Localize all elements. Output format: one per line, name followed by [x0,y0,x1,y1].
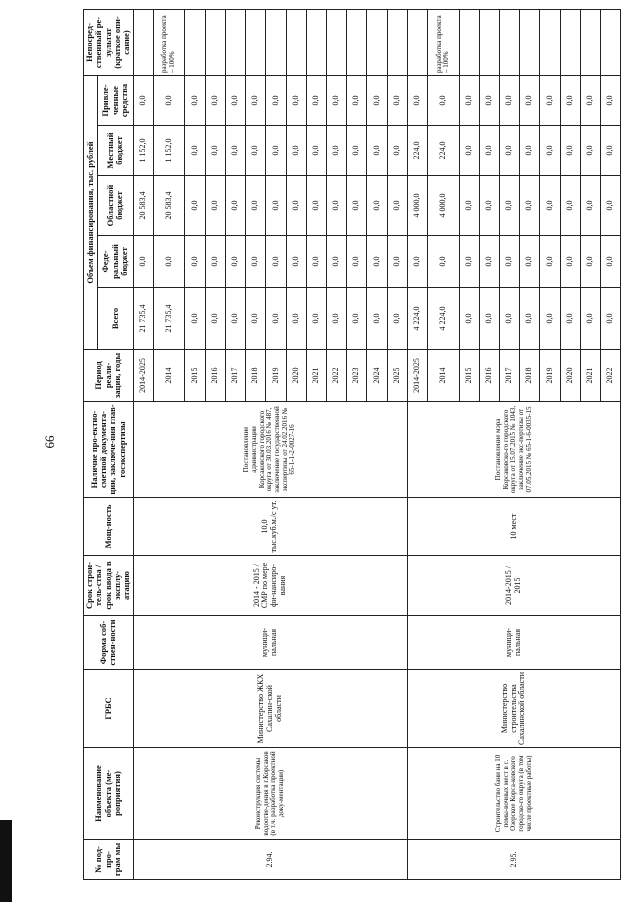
cell-period: 2014 [153,350,184,402]
cell-period: 2020 [560,350,580,402]
col-grbs-header: ГРБС [84,670,134,748]
cell-regional: 20 583,4 [153,176,184,236]
cell-total: 0,0 [479,288,499,350]
cell-local: 0,0 [520,126,540,176]
cell-regional: 20 583,4 [133,176,153,236]
col-attracted-header: Привле-ченные средства [98,76,134,126]
col-regional-header: Областной бюджет [98,176,134,236]
cell-federal: 0,0 [387,236,407,288]
cell-result [601,10,621,76]
header-row-1 [84,10,98,880]
cell-period: 2014 [428,350,459,402]
cell-federal: 0,0 [205,236,225,288]
cell-period: 2015 [459,350,479,402]
cell-regional: 4 000,0 [407,176,427,236]
cell-regional: 0,0 [306,176,326,236]
cell-total: 0,0 [387,288,407,350]
cell-attracted: 0,0 [601,76,621,126]
cell-local: 0,0 [560,126,580,176]
cell-attracted: 0,0 [326,76,346,126]
cell-attracted: 0,0 [540,76,560,126]
cell-total: 0,0 [246,288,266,350]
col-result-header: Непосред-ственный ре-зультат (краткое опи-сание) [84,10,134,76]
cell-local: 0,0 [246,126,266,176]
cell-federal: 0,0 [185,236,205,288]
cell-local: 0,0 [459,126,479,176]
cell-attracted: 0,0 [407,76,427,126]
cell-federal: 0,0 [407,236,427,288]
cell-local: 0,0 [266,126,286,176]
cell-attracted: 0,0 [246,76,266,126]
cell-attracted: 0,0 [459,76,479,126]
cell-period: 2020 [286,350,306,402]
col-period-header: Период реали-зации, годы [84,350,134,402]
col-federal-header: Феде-ральный бюджет [98,236,134,288]
cell-regional: 0,0 [266,176,286,236]
cell-attracted: 0,0 [428,76,459,126]
cell-regional: 0,0 [326,176,346,236]
table-row [407,10,427,880]
cell-local: 1 152,0 [133,126,153,176]
cell-period: 2025 [387,350,407,402]
cell-period: 2017 [225,350,245,402]
cell-total: 0,0 [560,288,580,350]
cell-result [205,10,225,76]
cell-attracted: 0,0 [479,76,499,126]
cell-federal: 0,0 [459,236,479,288]
cell-local: 0,0 [306,126,326,176]
cell-attracted: 0,0 [347,76,367,126]
cell-regional: 0,0 [499,176,519,236]
cell-total: 0,0 [306,288,326,350]
cell-result [185,10,205,76]
cell-total: 0,0 [459,288,479,350]
cell-total: 0,0 [347,288,367,350]
cell-period: 2022 [601,350,621,402]
cell-local: 0,0 [580,126,600,176]
cell-total: 0,0 [266,288,286,350]
cell-total: 0,0 [185,288,205,350]
cell-result [407,10,427,76]
cell-result [347,10,367,76]
project-term: 2014 - 2015 / СМР по мере фи-нансиро-вания [133,556,407,616]
cell-federal: 0,0 [601,236,621,288]
cell-result [540,10,560,76]
cell-result [246,10,266,76]
cell-result [286,10,306,76]
cell-attracted: 0,0 [367,76,387,126]
cell-federal: 0,0 [367,236,387,288]
cell-result [387,10,407,76]
cell-period: 2016 [479,350,499,402]
project-docs: Постановление администрации Корсаковского городского округа от 30.03.2016 № 487, заключение государственной экспертизы от 24.02.2016 № 65-1-1-2-0027-16 [133,402,407,498]
cell-attracted: 0,0 [133,76,153,126]
cell-federal: 0,0 [560,236,580,288]
cell-result [225,10,245,76]
cell-attracted: 0,0 [560,76,580,126]
cell-result [133,10,153,76]
cell-federal: 0,0 [246,236,266,288]
cell-regional: 0,0 [347,176,367,236]
rotated-table-container [83,15,615,880]
cell-period: 2017 [499,350,519,402]
cell-total: 0,0 [225,288,245,350]
col-ownership-header: Форма соб-ствен-ности [84,616,134,670]
cell-local: 1 152,0 [153,126,184,176]
cell-period: 2018 [520,350,540,402]
project-capacity: 10 мест [407,498,621,556]
cell-regional: 4 000,0 [428,176,459,236]
col-total-header: Всего [98,288,134,350]
cell-local: 0,0 [205,126,225,176]
cell-federal: 0,0 [225,236,245,288]
cell-result [520,10,540,76]
cell-local: 0,0 [326,126,346,176]
table-body [133,10,621,880]
cell-period: 2018 [246,350,266,402]
cell-federal: 0,0 [286,236,306,288]
cell-period: 2021 [580,350,600,402]
cell-attracted: 0,0 [185,76,205,126]
cell-federal: 0,0 [520,236,540,288]
cell-regional: 0,0 [246,176,266,236]
col-name-header: Наименование объекта (ме-роприятия) [84,748,134,840]
cell-federal: 0,0 [580,236,600,288]
cell-result: разработка проекта – 100% [153,10,184,76]
cell-period: 2019 [540,350,560,402]
cell-total: 0,0 [540,288,560,350]
cell-result [499,10,519,76]
cell-attracted: 0,0 [306,76,326,126]
cell-attracted: 0,0 [266,76,286,126]
cell-attracted: 0,0 [580,76,600,126]
cell-total: 0,0 [205,288,225,350]
cell-period: 2019 [266,350,286,402]
cell-period: 2014-2025 [133,350,153,402]
cell-regional: 0,0 [540,176,560,236]
cell-period: 2015 [185,350,205,402]
cell-regional: 0,0 [225,176,245,236]
cell-federal: 0,0 [326,236,346,288]
cell-total: 4 224,0 [428,288,459,350]
col-capacity-header: Мощ-ность [84,498,134,556]
cell-result: разработка проекта – 100% [428,10,459,76]
project-name: Реконструкция системы водоотве-дения в г.Корсаков (в т.ч. разработка проектной доку-ментации) [133,748,407,840]
project-ownership: муници-пальная [407,616,621,670]
cell-federal: 0,0 [306,236,326,288]
cell-period: 2016 [205,350,225,402]
cell-total: 0,0 [499,288,519,350]
project-num: 2.94. [133,840,407,880]
cell-regional: 0,0 [459,176,479,236]
table-row [133,10,153,880]
col-num-header: № под-про-грам мы [84,840,134,880]
cell-federal: 0,0 [266,236,286,288]
cell-attracted: 0,0 [225,76,245,126]
cell-result [479,10,499,76]
cell-federal: 0,0 [540,236,560,288]
cell-total: 0,0 [326,288,346,350]
cell-federal: 0,0 [499,236,519,288]
cell-regional: 0,0 [387,176,407,236]
project-term: 2014-2015 / 2015 [407,556,621,616]
project-name: Строительство бани на 10 помы-вочных мест в с. Озерское Корса-ковского городско-го округа (в том числе проектные работы) [407,748,621,840]
cell-federal: 0,0 [133,236,153,288]
cell-regional: 0,0 [185,176,205,236]
project-grbs: Министерство ЖКХ Сахалин-ской области [133,670,407,748]
cell-attracted: 0,0 [153,76,184,126]
page-number: 66 [42,435,57,449]
project-grbs: Министерство строительства Сахалинской области [407,670,621,748]
cell-total: 0,0 [286,288,306,350]
cell-result [367,10,387,76]
cell-attracted: 0,0 [205,76,225,126]
col-term-header: Срок строи-тель-ства / срок ввода в эксплу-атацию [84,556,134,616]
cell-regional: 0,0 [520,176,540,236]
funding-group-header: Объем финансирования, тыс. рублей [84,76,98,350]
cell-federal: 0,0 [428,236,459,288]
cell-federal: 0,0 [479,236,499,288]
cell-result [266,10,286,76]
cell-regional: 0,0 [601,176,621,236]
cell-local: 0,0 [185,126,205,176]
cell-local: 0,0 [225,126,245,176]
cell-total: 21 735,4 [153,288,184,350]
cell-total: 4 224,0 [407,288,427,350]
cell-local: 0,0 [387,126,407,176]
cell-result [459,10,479,76]
cell-attracted: 0,0 [387,76,407,126]
cell-period: 2022 [326,350,346,402]
cell-local: 0,0 [286,126,306,176]
cell-local: 0,0 [601,126,621,176]
cell-result [326,10,346,76]
cell-total: 21 735,4 [133,288,153,350]
cell-period: 2023 [347,350,367,402]
col-local-header: Местный бюджет [98,126,134,176]
cell-regional: 0,0 [560,176,580,236]
cell-local: 224,0 [428,126,459,176]
cell-local: 0,0 [367,126,387,176]
cell-local: 0,0 [499,126,519,176]
cell-local: 0,0 [540,126,560,176]
cell-regional: 0,0 [580,176,600,236]
cell-attracted: 0,0 [520,76,540,126]
project-capacity: 10,0 тыс.куб.м./с ут. [133,498,407,556]
cell-total: 0,0 [580,288,600,350]
cell-regional: 0,0 [286,176,306,236]
cell-result [560,10,580,76]
cell-period: 2014-2025 [407,350,427,402]
project-ownership: муници-пальная [133,616,407,670]
scan-edge-mark [0,820,12,902]
cell-period: 2024 [367,350,387,402]
cell-local: 0,0 [479,126,499,176]
cell-total: 0,0 [520,288,540,350]
cell-federal: 0,0 [347,236,367,288]
cell-local: 224,0 [407,126,427,176]
col-docs-header: Наличие про-ектно-сметной документа-ции, заключе-ния глав-госэкспертизы [84,402,134,498]
project-docs: Постановление мэра Корсаковско-го городского округа от 15.07.2015 № 1043, заключение экс-пертизы от 07.05.2015 № 65-1-6-0035-15 [407,402,621,498]
cell-local: 0,0 [347,126,367,176]
cell-attracted: 0,0 [499,76,519,126]
cell-federal: 0,0 [153,236,184,288]
cell-regional: 0,0 [367,176,387,236]
cell-attracted: 0,0 [286,76,306,126]
project-num: 2.95. [407,840,621,880]
cell-result [580,10,600,76]
cell-regional: 0,0 [205,176,225,236]
financing-table [83,9,621,880]
cell-period: 2021 [306,350,326,402]
cell-total: 0,0 [601,288,621,350]
cell-regional: 0,0 [479,176,499,236]
cell-result [306,10,326,76]
cell-total: 0,0 [367,288,387,350]
